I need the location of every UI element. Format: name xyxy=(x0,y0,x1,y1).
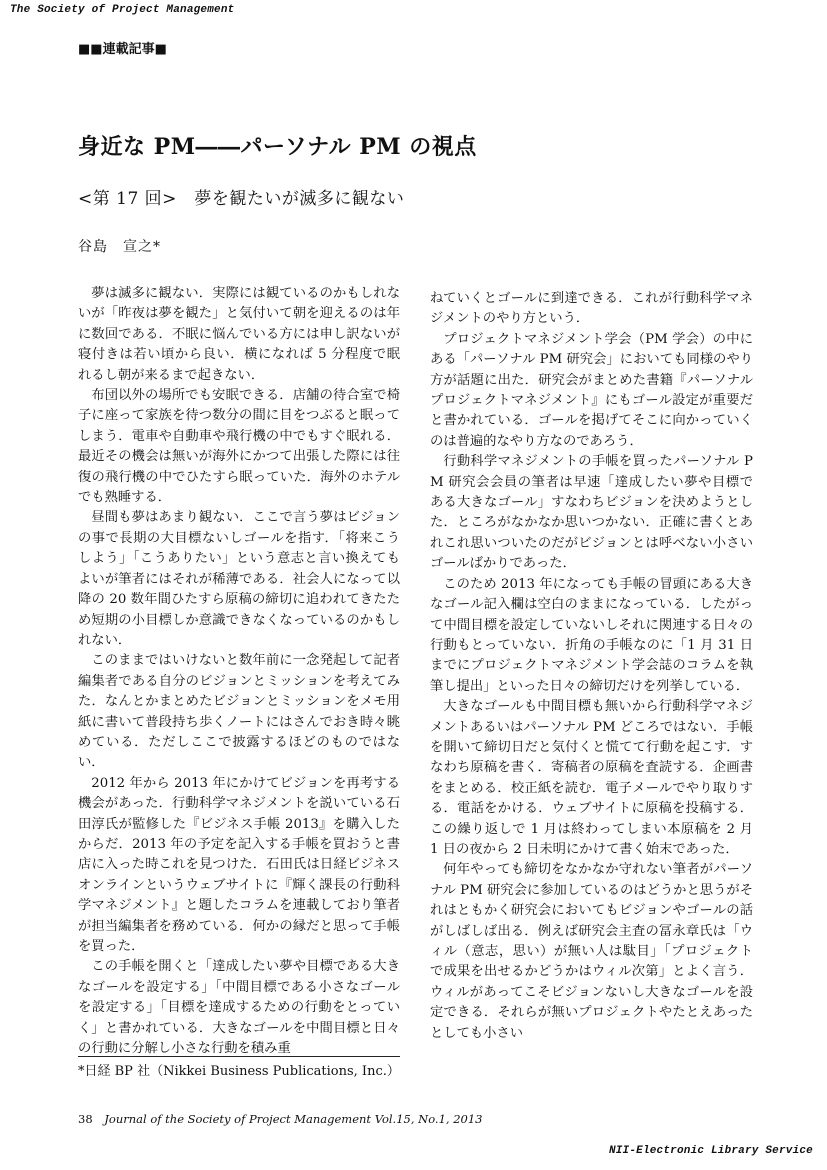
paragraph: このままではいけないと数年前に一念発起して記者編集者である自分のビジョンとミッションを考えてみた．なんとかまとめたビジョンとミッションをメモ用紙に書いて普段持ち歩くノートにはさんでおき時々眺めている．ただしここで披露するほどのものではない． xyxy=(78,653,400,771)
paragraph: 昼間も夢はあまり観ない．ここで言う夢はビジョンの事で長期の大目標ないしゴールを指す．「将来こうしよう」「こうありたい」という意志と言い換えてもよいが筆者にはそれが稀薄である．社会人になって以降の 20 数年間ひたすら原稿の締切に追われてきたため短期の小目標しか意識できなくなっているのかもしれない． xyxy=(78,510,400,648)
footnote: *日経 BP 社（Nikkei Business Publications, Inc.） xyxy=(78,1064,400,1079)
page-number: 38 xyxy=(78,1112,93,1126)
paragraph: 2012 年から 2013 年にかけてビジョンを再考する機会があった．行動科学マネジメントを説いている石田淳氏が監修した『ビジネス手帳 2013』を購入したからだ．2013 年の予定を記入する手帳を買おうと書店に入った時これを見つけた．石田氏は日経ビジネスオンラインというウェブサイトに『輝く課長の行動科学マネジメント』と題したコラムを連載しており筆者が担当編集者を務めている．何かの縁だと思って手帳を買った． xyxy=(78,775,400,954)
page-footer xyxy=(78,1112,482,1126)
paragraph: プロジェクトマネジメント学会（PM 学会）の中にある「パーソナル PM 研究会」においても同様のやり方が話題に出た．研究会がまとめた書籍『パーソナルプロジェクトマネジメント』にもゴール設定が重要だと書かれている．ゴールを掲げてそこに向かっていくのは普遍的なやり方なのであろう． xyxy=(430,331,753,449)
journal-citation: Journal of the Society of Project Management Vol.15, No.1, 2013 xyxy=(104,1112,483,1126)
article-subtitle: <第 17 回> 夢を観たいが滅多に観ない xyxy=(78,189,405,209)
right-column xyxy=(430,289,753,1041)
footnote-divider xyxy=(78,1056,400,1057)
author-name: 谷島 宣之* xyxy=(78,239,161,255)
left-column xyxy=(78,284,400,1057)
paragraph: 布団以外の場所でも安眠できる．店舗の待合室で椅子に座って家族を待つ数分の間に目をつぶると眠ってしまう．電車や自動車や飛行機の中でもすぐ眠れる．最近その機会は無いが海外にかつて出張した際には往復の飛行機の中でひたすら眠っていた．海外のホテルでも熟睡する． xyxy=(78,388,400,506)
paragraph-continued: ねていくとゴールに到達できる．これが行動科学マネジメントのやり方という． xyxy=(430,291,753,327)
series-label: ■■連載記事■ xyxy=(78,42,167,57)
paragraph: 夢は滅多に観ない．実際には観ているのかもしれないが「昨夜は夢を観た」と気付いて朝を迎えるのは年に数回である．不眠に悩んでいる方には申し訳ないが寝付きは若い頃から良い．横になれば 5 分程度で眠れるし朝が来るまで起きない． xyxy=(78,286,400,383)
paragraph: この手帳を開くと「達成したい夢や目標である大きなゴールを設定する」「中間目標である小さなゴールを設定する」「目標を達成するための行動をとっていく」と書かれている．大きなゴールを中間目標と日々の行動に分解し小さな行動を積み重 xyxy=(78,959,400,1057)
paragraph: 何年やっても締切をなかなか守れない筆者がパーソナル PM 研究会に参加しているのはどうかと思うがそれはともかく研究会においてもビジョンやゴールの話がしばしば出る．例えば研究会主査の冨永章氏は「ウィル（意志，思い）が無い人は駄目」「プロジェクトで成果を出せるかどうかはウィル次第」とよく言う．ウィルがあってこそビジョンないし大きなゴールを設定できる．それらが無いプロジェクトやたとえあったとしても小さい xyxy=(430,862,753,1041)
paragraph: 行動科学マネジメントの手帳を買ったパーソナル PM 研究会会員の筆者は早速「達成したい夢や目標である大きなゴール」すなわちビジョンを決めようとした．ところがなかなか思いつかない．正確に書くとあれこれ思いついたのだがビジョンとは呼べない小さいゴールばかりであった． xyxy=(430,454,753,572)
page-header-right: NII-Electronic Library Service xyxy=(608,1145,813,1157)
article-title: 身近な PM――パーソナル PM の視点 xyxy=(78,134,477,160)
paragraph: このため 2013 年になっても手帳の冒頭にある大きなゴール記入欄は空白のままになっている．したがって中間目標を設定していないしそれに関連する日々の行動もとっていない．折角の手帳なのに「1 月 31 日までにプロジェクトマネジメント学会誌のコラムを執筆し提出」といった日々の締切だけを列挙している． xyxy=(430,576,753,694)
page-header-left: The Society of Project Management xyxy=(10,4,235,16)
paragraph: 大きなゴールも中間目標も無いから行動科学マネジメントあるいはパーソナル PM どころではない．手帳を開いて締切日だと気付くと慌てて行動を起こす．すなわち原稿を書く．寄稿者の原稿を査読する．企画書をまとめる．校正紙を読む．電子メールでやり取りする．電話をかける．ウェブサイトに原稿を投稿する．この繰り返しで 1 月は終わってしまい本原稿を 2 月 1 日の夜から 2 日未明にかけて書く始末であった． xyxy=(430,699,753,857)
